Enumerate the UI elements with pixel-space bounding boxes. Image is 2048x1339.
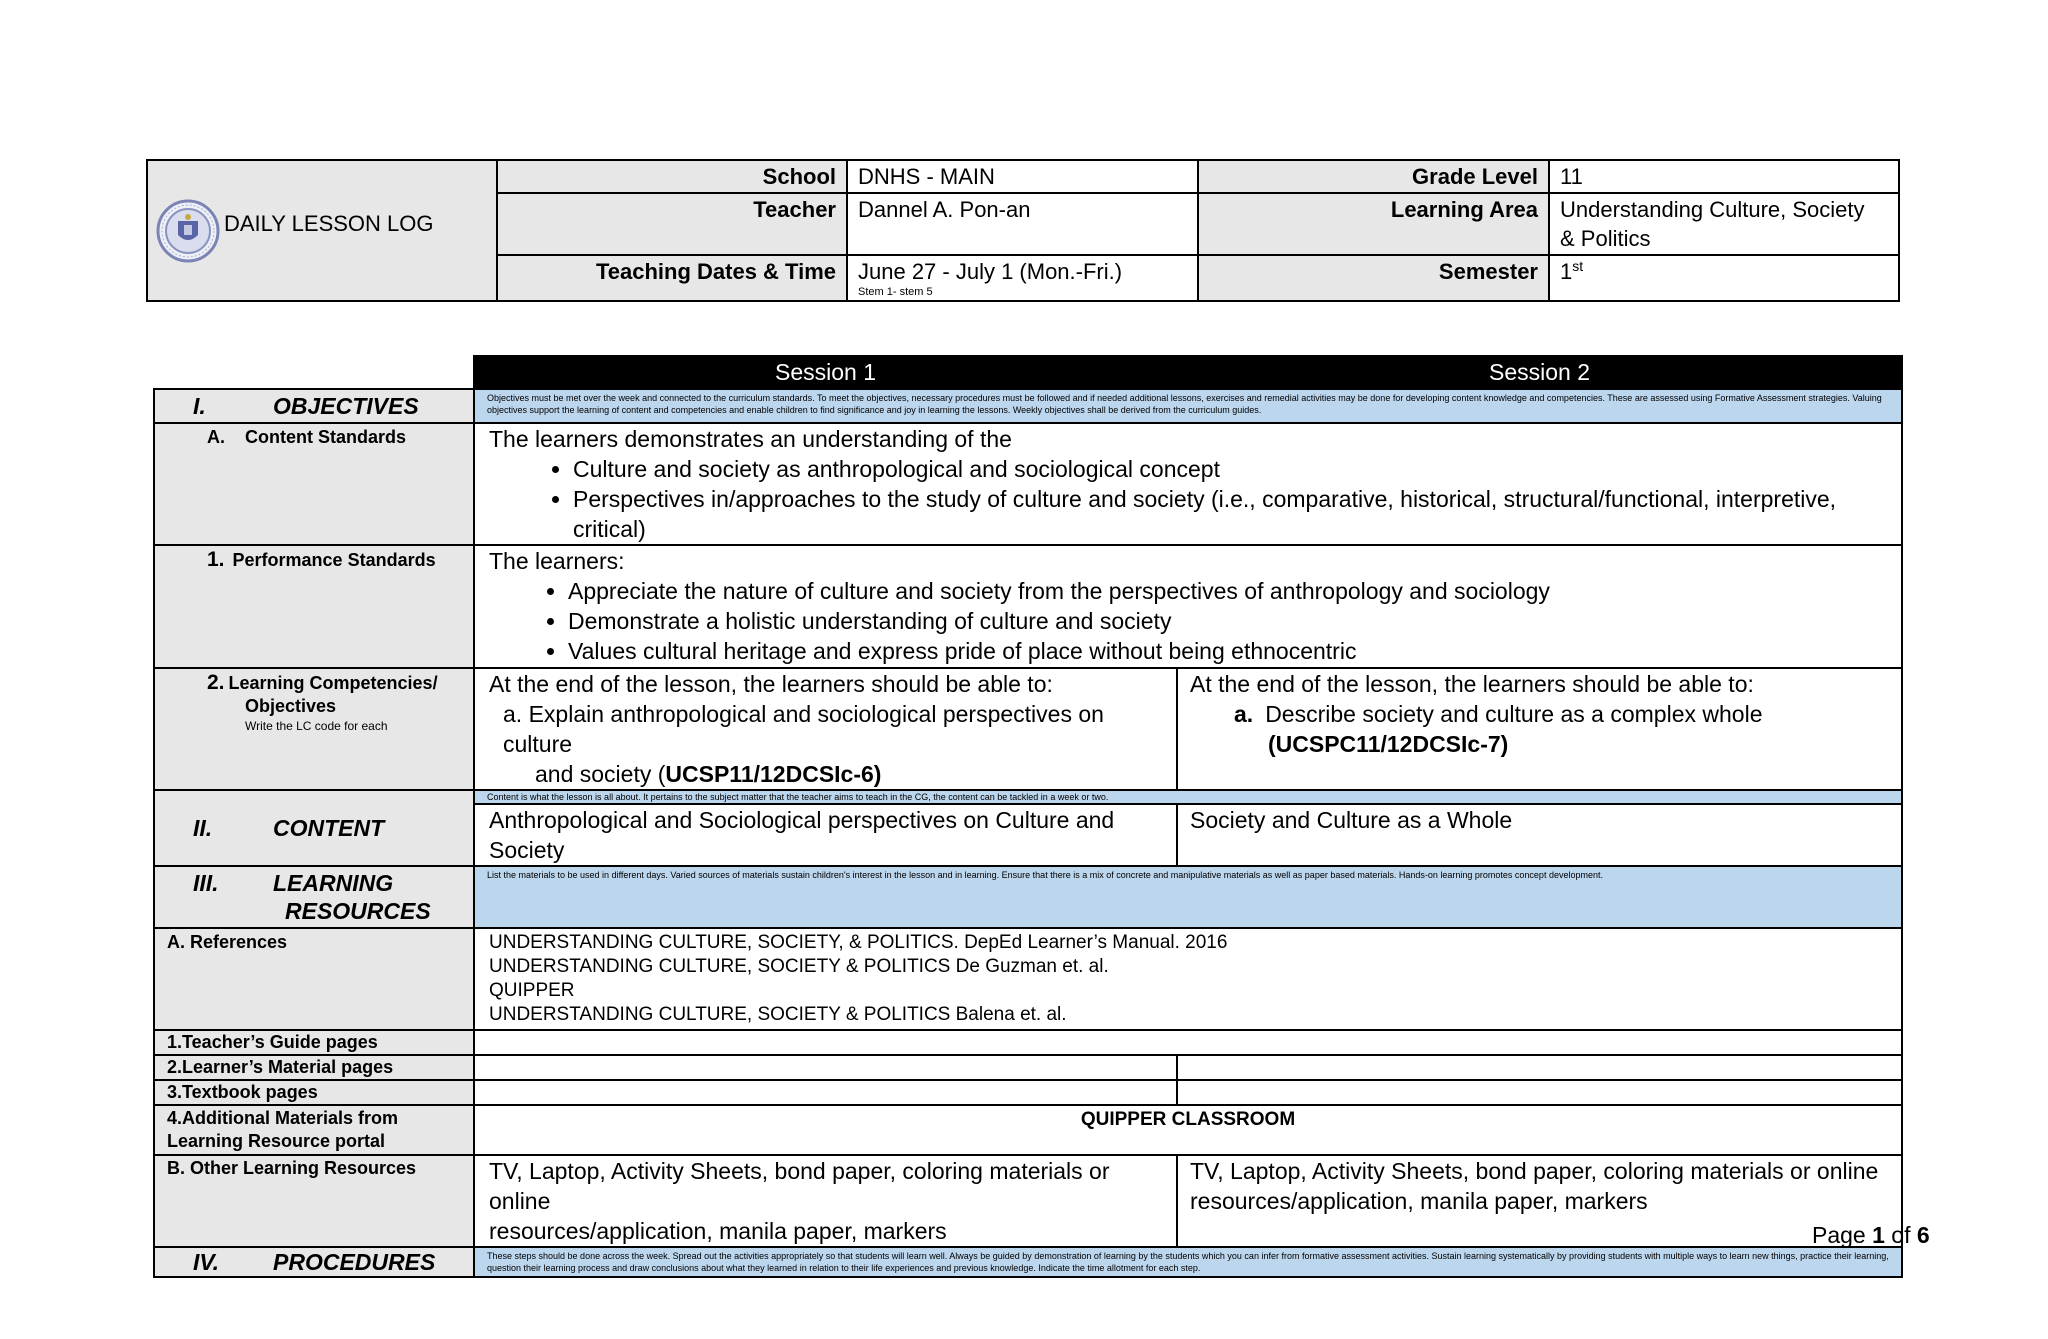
competencies-s2-item: Describe society and culture as a complex whole: [1265, 701, 1763, 727]
resources-label-line1: [193, 869, 461, 897]
learning-area-line2: & Politics: [1560, 226, 1651, 251]
competencies-s1-intro: At the end of the lesson, the learners should be able to:: [489, 671, 1053, 697]
content-session-1: Anthropological and Sociological perspectives on Culture and Society: [474, 804, 1177, 866]
teachers-guide-row: [154, 1030, 1902, 1055]
content-standards-title: Content Standards: [245, 427, 407, 447]
teaching-dates-cell: [847, 255, 1198, 301]
teaching-dates-label: Teaching Dates & Time: [497, 255, 847, 301]
additional-materials-label: [154, 1105, 474, 1155]
other-resources-s2-line2: resources/application, manila paper, markers: [1190, 1188, 1648, 1214]
other-resources-s1-line1: TV, Laptop, Activity Sheets, bond paper, coloring materials or online: [489, 1158, 1110, 1214]
textbook-label: 3.Textbook pages: [154, 1080, 474, 1105]
competencies-s2-intro: At the end of the lesson, the learners should be able to:: [1190, 671, 1754, 697]
blank-corner: [154, 356, 474, 389]
school-label: School: [497, 160, 847, 193]
procedures-title: PROCEDURES: [273, 1249, 436, 1275]
competencies-s1-code: UCSP11/12DCSIc-6): [665, 761, 882, 787]
performance-standard-item: • Values cultural heritage and express pride of place without being ethnocentric: [568, 636, 1889, 666]
competencies-label: [154, 668, 474, 790]
resources-label: [154, 866, 474, 928]
procedures-label: [154, 1247, 474, 1277]
teachers-guide-value: [474, 1030, 1902, 1055]
resources-note: List the materials to be used in different days. Varied sources of materials sustain children's interest in the lesson and in learning. Ensure that there is a mix of concrete and manipulative materials as well as paper based materials. Hands-on learning promotes concept development.: [474, 866, 1902, 928]
additional-materials-label-line2: Learning Resource portal: [167, 1131, 386, 1151]
performance-standards-num: 1.: [207, 548, 225, 571]
competencies-title-line1: Learning Competencies/: [228, 673, 438, 693]
competencies-num: 2.: [207, 671, 225, 694]
competencies-s1-item-line2: [489, 759, 1164, 789]
references-label: A. References: [154, 928, 474, 1030]
logo-cell: [147, 160, 497, 301]
semester-number: 1: [1560, 259, 1573, 284]
competencies-label-line1: [207, 671, 461, 695]
reference-item: QUIPPER: [489, 980, 575, 1001]
textbook-row: [154, 1080, 1902, 1105]
other-resources-row: [154, 1155, 1902, 1247]
session-1-header: Session 1: [474, 356, 1177, 389]
learning-area-label: Learning Area: [1198, 193, 1549, 255]
content-label: [154, 790, 474, 866]
performance-standards-list: [489, 576, 1889, 666]
learners-material-session-2: [1177, 1055, 1902, 1080]
content-session-2: Society and Culture as a Whole: [1177, 804, 1902, 866]
resources-roman: III.: [193, 870, 219, 896]
competencies-s2-letter: a.: [1234, 701, 1254, 727]
objectives-label: [154, 389, 474, 423]
competencies-note: Write the LC code for each: [245, 719, 388, 733]
objectives-row: [154, 389, 1902, 423]
objectives-note: Objectives must be met over the week and connected to the curriculum standards. To meet the objectives, necessary procedures must be followed and if needed additional lessons, exercises and remedial activities may be done for developing content knowledge and competencies. These are assessed using Formative Assessment strategies. Valuing objectives support the learning of content and competencies and enable children to find significance and joy in learning the lessons. Weekly objectives shall be derived from the curriculum guides.: [474, 389, 1902, 423]
competencies-row: [154, 668, 1902, 790]
competencies-s2-code: [1190, 729, 1889, 759]
other-resources-session-2: [1177, 1155, 1902, 1247]
content-title: CONTENT: [273, 815, 385, 841]
content-note: Content is what the lesson is all about. It pertains to the subject matter that the teacher aims to teach in the CG, the content can be tackled in a week or two.: [474, 790, 1902, 804]
page-title: DAILY LESSON LOG: [224, 211, 434, 236]
objectives-roman: I.: [193, 393, 206, 419]
page-current: 1: [1872, 1222, 1885, 1248]
content-standards-value: [474, 423, 1902, 545]
teaching-dates-value: June 27 - July 1 (Mon.-Fri.): [858, 259, 1123, 284]
performance-standard-item: • Appreciate the nature of culture and society from the perspectives of anthropology and sociology: [568, 576, 1889, 606]
procedures-row: [154, 1247, 1902, 1277]
other-resources-session-1: [474, 1155, 1177, 1247]
performance-standards-row: [154, 545, 1902, 668]
competencies-s1-item: a. Explain anthropological and sociological perspectives on culture: [503, 701, 1104, 757]
references-row: [154, 928, 1902, 1030]
teacher-label: Teacher: [497, 193, 847, 255]
teacher-value: Dannel A. Pon-an: [847, 193, 1198, 255]
semester-suffix: st: [1572, 258, 1584, 274]
content-standard-item-line2: critical): [573, 516, 646, 542]
header-table: [146, 159, 1900, 302]
additional-materials-value: QUIPPER CLASSROOM: [474, 1105, 1902, 1155]
other-resources-s1-line2: resources/application, manila paper, markers: [489, 1218, 947, 1244]
procedures-note: These steps should be done across the week. Spread out the activities appropriately so that students will learn well. Always be guided by demonstration of learning by the students which you can infer from formative assessment activities. Sustain learning systematically by providing students with multiple ways to learn new things, practice their learning, question their learning process and draw conclusions about what they learned in relation to their life experiences and previous knowledge. Indicate the time allotment for each step.: [474, 1247, 1902, 1277]
reference-item: UNDERSTANDING CULTURE, SOCIETY & POLITICS De Guzman et. al.: [489, 956, 1109, 977]
performance-standard-item: • Demonstrate a holistic understanding of culture and society: [568, 606, 1889, 636]
grade-level-value: 11: [1549, 160, 1899, 193]
session-header-row: [154, 356, 1902, 389]
page-of: of: [1891, 1222, 1911, 1248]
stem-note: Stem 1- stem 5: [858, 286, 933, 298]
deped-seal-icon: [156, 191, 220, 271]
performance-standards-title: Performance Standards: [232, 550, 436, 570]
other-resources-s2-line1: TV, Laptop, Activity Sheets, bond paper, coloring materials or online: [1190, 1158, 1879, 1184]
learners-material-row: [154, 1055, 1902, 1080]
semester-value: [1549, 255, 1899, 301]
content-standards-row: [154, 423, 1902, 545]
performance-standards-label: [154, 545, 474, 668]
other-resources-label: B. Other Learning Resources: [154, 1155, 474, 1247]
session-2-header: Session 2: [1177, 356, 1902, 389]
teachers-guide-label: 1.Teacher’s Guide pages: [154, 1030, 474, 1055]
procedures-roman: IV.: [193, 1249, 220, 1275]
learning-area-value: [1549, 193, 1899, 255]
content-standards-label: [154, 423, 474, 545]
page-number: [1812, 1222, 1930, 1249]
semester-label: Semester: [1198, 255, 1549, 301]
resources-title-line2: RESOURCES: [285, 898, 431, 924]
textbook-session-2: [1177, 1080, 1902, 1105]
grade-level-label: Grade Level: [1198, 160, 1549, 193]
content-standard-item: [573, 484, 1889, 544]
learning-area-line1: Understanding Culture, Society: [1560, 197, 1865, 222]
competencies-s2-item-line: [1190, 699, 1889, 729]
reference-item: UNDERSTANDING CULTURE, SOCIETY, & POLITICS. DepEd Learner’s Manual. 2016: [489, 932, 1228, 953]
reference-item: UNDERSTANDING CULTURE, SOCIETY & POLITICS Balena et. al.: [489, 1004, 1067, 1025]
content-standards-intro: The learners demonstrates an understanding of the: [489, 426, 1012, 452]
content-standards-list: [489, 454, 1889, 544]
content-standards-letter: A.: [207, 427, 225, 447]
resources-title-line1: LEARNING: [273, 870, 394, 896]
competencies-session-2: [1177, 668, 1902, 790]
content-standard-item-line1: Perspectives in/approaches to the study of culture and society (i.e., comparative, historical, structural/functional, interpretive,: [573, 486, 1837, 512]
performance-standards-value: [474, 545, 1902, 668]
lesson-table: [153, 355, 1903, 1278]
objectives-title: OBJECTIVES: [273, 393, 419, 419]
content-roman: II.: [193, 815, 213, 841]
textbook-session-1: [474, 1080, 1177, 1105]
additional-materials-label-line1: 4.Additional Materials from: [167, 1108, 399, 1128]
competencies-session-1: [474, 668, 1177, 790]
school-value: DNHS - MAIN: [847, 160, 1198, 193]
page-total: 6: [1916, 1222, 1930, 1248]
competencies-s2-code-text: (UCSPC11/12DCSIc-7): [1268, 731, 1509, 757]
content-note-row: [154, 790, 1902, 804]
performance-standards-intro: The learners:: [489, 548, 625, 574]
learners-material-label: 2.Learner’s Material pages: [154, 1055, 474, 1080]
resources-row: [154, 866, 1902, 928]
page-word: Page: [1812, 1222, 1866, 1248]
references-value: [474, 928, 1902, 1030]
additional-materials-row: [154, 1105, 1902, 1155]
content-standard-item: • Culture and society as anthropological and sociological concept: [573, 454, 1889, 484]
competencies-s1-item2: and society (: [535, 761, 666, 787]
competencies-title-line2: Objectives: [245, 696, 337, 716]
learners-material-session-1: [474, 1055, 1177, 1080]
